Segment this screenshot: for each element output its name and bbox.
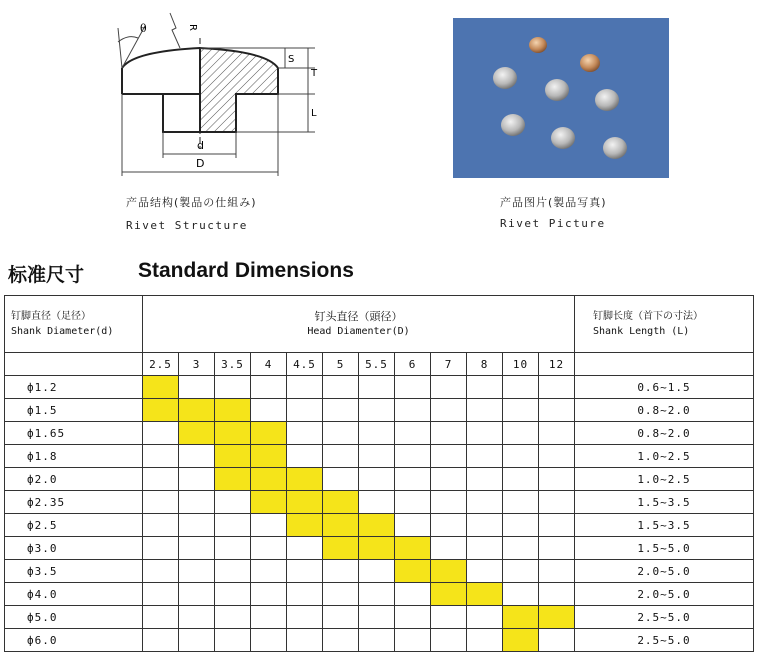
shank-length-cell: 0.8~2.0 bbox=[575, 422, 754, 445]
unavailable-cell bbox=[359, 606, 395, 629]
unavailable-cell bbox=[323, 445, 359, 468]
unavailable-cell bbox=[467, 537, 503, 560]
unavailable-cell bbox=[179, 468, 215, 491]
unavailable-cell bbox=[359, 399, 395, 422]
available-cell bbox=[143, 399, 179, 422]
unavailable-cell bbox=[395, 422, 431, 445]
available-cell bbox=[323, 514, 359, 537]
unavailable-cell bbox=[323, 606, 359, 629]
available-cell bbox=[395, 537, 431, 560]
unavailable-cell bbox=[467, 629, 503, 652]
shank-diameter-cell: ф4.0 bbox=[5, 583, 143, 606]
shank-length-cell: 2.0~5.0 bbox=[575, 560, 754, 583]
available-cell bbox=[503, 606, 539, 629]
unavailable-cell bbox=[539, 468, 575, 491]
available-cell bbox=[287, 468, 323, 491]
available-cell bbox=[179, 399, 215, 422]
unavailable-cell bbox=[143, 468, 179, 491]
head-diameter-header bbox=[143, 296, 575, 353]
unavailable-cell bbox=[179, 445, 215, 468]
shank-length-cell: 2.5~5.0 bbox=[575, 629, 754, 652]
unavailable-cell bbox=[251, 376, 287, 399]
head-size-cell: 12 bbox=[539, 353, 575, 376]
unavailable-cell bbox=[287, 629, 323, 652]
head-size-cell: 3.5 bbox=[215, 353, 251, 376]
label-theta: θ bbox=[140, 22, 147, 35]
unavailable-cell bbox=[431, 629, 467, 652]
unavailable-cell bbox=[143, 606, 179, 629]
head-diameter-header-en: Head Diamenter(D) bbox=[307, 326, 410, 337]
shank-length-cell: 1.5~3.5 bbox=[575, 514, 754, 537]
head-size-cell: 3 bbox=[179, 353, 215, 376]
unavailable-cell bbox=[287, 606, 323, 629]
shank-diameter-cell: ф1.5 bbox=[5, 399, 143, 422]
shank-length-cell: 1.5~5.0 bbox=[575, 537, 754, 560]
head-size-cell: 4 bbox=[251, 353, 287, 376]
unavailable-cell bbox=[143, 491, 179, 514]
shank-length-cell: 2.0~5.0 bbox=[575, 583, 754, 606]
label-l: L bbox=[311, 108, 317, 119]
unavailable-cell bbox=[539, 514, 575, 537]
available-cell bbox=[287, 491, 323, 514]
unavailable-cell bbox=[503, 537, 539, 560]
available-cell bbox=[539, 606, 575, 629]
unavailable-cell bbox=[395, 468, 431, 491]
unavailable-cell bbox=[323, 468, 359, 491]
unavailable-cell bbox=[359, 468, 395, 491]
unavailable-cell bbox=[539, 491, 575, 514]
table-row bbox=[5, 629, 754, 652]
unavailable-cell bbox=[179, 560, 215, 583]
unavailable-cell bbox=[539, 629, 575, 652]
available-cell bbox=[323, 537, 359, 560]
available-cell bbox=[215, 445, 251, 468]
unavailable-cell bbox=[215, 514, 251, 537]
unavailable-cell bbox=[539, 376, 575, 399]
shank-length-cell: 0.8~2.0 bbox=[575, 399, 754, 422]
unavailable-cell bbox=[179, 514, 215, 537]
unavailable-cell bbox=[503, 422, 539, 445]
available-cell bbox=[143, 376, 179, 399]
shank-length-cell: 1.5~3.5 bbox=[575, 491, 754, 514]
unavailable-cell bbox=[503, 399, 539, 422]
unavailable-cell bbox=[431, 376, 467, 399]
unavailable-cell bbox=[359, 376, 395, 399]
unavailable-cell bbox=[503, 491, 539, 514]
shank-diameter-header bbox=[5, 296, 143, 353]
table-row bbox=[5, 606, 754, 629]
unavailable-cell bbox=[251, 583, 287, 606]
unavailable-cell bbox=[395, 376, 431, 399]
unavailable-cell bbox=[539, 399, 575, 422]
unavailable-cell bbox=[287, 445, 323, 468]
unavailable-cell bbox=[467, 491, 503, 514]
available-cell bbox=[215, 422, 251, 445]
dimensions-table bbox=[4, 295, 754, 652]
unavailable-cell bbox=[179, 629, 215, 652]
label-r: R bbox=[187, 24, 198, 31]
table-row bbox=[5, 399, 754, 422]
unavailable-cell bbox=[431, 537, 467, 560]
unavailable-cell bbox=[323, 629, 359, 652]
shank-diameter-header-cn: 钉脚直径（足径） bbox=[11, 311, 91, 322]
unavailable-cell bbox=[287, 560, 323, 583]
unavailable-cell bbox=[143, 560, 179, 583]
label-t: T bbox=[311, 68, 318, 79]
available-cell bbox=[431, 583, 467, 606]
unavailable-cell bbox=[539, 560, 575, 583]
unavailable-cell bbox=[179, 376, 215, 399]
table-row bbox=[5, 560, 754, 583]
unavailable-cell bbox=[323, 560, 359, 583]
head-size-cell: 8 bbox=[467, 353, 503, 376]
unavailable-cell bbox=[503, 514, 539, 537]
shank-diameter-cell: ф3.0 bbox=[5, 537, 143, 560]
available-cell bbox=[215, 468, 251, 491]
unavailable-cell bbox=[215, 376, 251, 399]
shank-diameter-cell: ф2.35 bbox=[5, 491, 143, 514]
shank-length-cell: 2.5~5.0 bbox=[575, 606, 754, 629]
unavailable-cell bbox=[395, 583, 431, 606]
shank-length-header-cn: 钉脚长度（首下の寸法） bbox=[593, 311, 703, 322]
unavailable-cell bbox=[287, 422, 323, 445]
unavailable-cell bbox=[251, 537, 287, 560]
unavailable-cell bbox=[539, 583, 575, 606]
unavailable-cell bbox=[431, 606, 467, 629]
available-cell bbox=[431, 560, 467, 583]
unavailable-cell bbox=[431, 514, 467, 537]
unavailable-cell bbox=[467, 606, 503, 629]
unavailable-cell bbox=[503, 445, 539, 468]
unavailable-cell bbox=[251, 560, 287, 583]
rivet-photo bbox=[453, 18, 669, 178]
unavailable-cell bbox=[395, 491, 431, 514]
label-d-large: D bbox=[196, 157, 205, 170]
unavailable-cell bbox=[179, 606, 215, 629]
section-title-cn: 标准尺寸 bbox=[8, 264, 85, 286]
unavailable-cell bbox=[503, 376, 539, 399]
table-row bbox=[5, 537, 754, 560]
unavailable-cell bbox=[323, 399, 359, 422]
available-cell bbox=[395, 560, 431, 583]
unavailable-cell bbox=[179, 537, 215, 560]
unavailable-cell bbox=[143, 422, 179, 445]
unavailable-cell bbox=[467, 468, 503, 491]
unavailable-cell bbox=[539, 445, 575, 468]
available-cell bbox=[287, 514, 323, 537]
head-diameter-header-cn: 钉头直径（頭径） bbox=[314, 310, 403, 323]
unavailable-cell bbox=[215, 537, 251, 560]
table-row bbox=[5, 376, 754, 399]
shank-length-header bbox=[575, 296, 754, 353]
caption-picture-cn: 产品图片(製品写真) bbox=[500, 196, 607, 209]
unavailable-cell bbox=[359, 491, 395, 514]
shank-diameter-header-en: Shank Diameter(d) bbox=[11, 326, 114, 337]
shank-length-cell: 0.6~1.5 bbox=[575, 376, 754, 399]
label-d-small: d bbox=[197, 139, 204, 152]
unavailable-cell bbox=[215, 629, 251, 652]
unavailable-cell bbox=[179, 491, 215, 514]
shank-length-header-en: Shank Length (L) bbox=[593, 326, 690, 337]
unavailable-cell bbox=[359, 422, 395, 445]
head-size-cell: 5.5 bbox=[359, 353, 395, 376]
unavailable-cell bbox=[467, 422, 503, 445]
table-row bbox=[5, 491, 754, 514]
shank-diameter-cell: ф1.8 bbox=[5, 445, 143, 468]
available-cell bbox=[179, 422, 215, 445]
unavailable-cell bbox=[467, 376, 503, 399]
head-size-row bbox=[5, 353, 754, 376]
unavailable-cell bbox=[359, 560, 395, 583]
head-size-cell: 2.5 bbox=[143, 353, 179, 376]
table-row bbox=[5, 445, 754, 468]
unavailable-cell bbox=[395, 606, 431, 629]
head-size-cell: 7 bbox=[431, 353, 467, 376]
unavailable-cell bbox=[431, 399, 467, 422]
unavailable-cell bbox=[503, 583, 539, 606]
unavailable-cell bbox=[143, 445, 179, 468]
unavailable-cell bbox=[431, 468, 467, 491]
unavailable-cell bbox=[287, 537, 323, 560]
available-cell bbox=[251, 445, 287, 468]
available-cell bbox=[359, 537, 395, 560]
unavailable-cell bbox=[287, 376, 323, 399]
unavailable-cell bbox=[395, 629, 431, 652]
table-row bbox=[5, 583, 754, 606]
unavailable-cell bbox=[251, 514, 287, 537]
unavailable-cell bbox=[323, 583, 359, 606]
unavailable-cell bbox=[503, 468, 539, 491]
table-row bbox=[5, 468, 754, 491]
unavailable-cell bbox=[251, 399, 287, 422]
unavailable-cell bbox=[431, 491, 467, 514]
unavailable-cell bbox=[467, 560, 503, 583]
shank-diameter-cell: ф1.2 bbox=[5, 376, 143, 399]
unavailable-cell bbox=[359, 583, 395, 606]
unavailable-cell bbox=[143, 537, 179, 560]
rivet-structure-diagram bbox=[100, 8, 340, 188]
head-size-cell: 10 bbox=[503, 353, 539, 376]
label-s: S bbox=[288, 54, 295, 65]
unavailable-cell bbox=[143, 629, 179, 652]
caption-structure-en: Rivet Structure bbox=[126, 219, 248, 232]
head-size-cell: 6 bbox=[395, 353, 431, 376]
unavailable-cell bbox=[251, 629, 287, 652]
unavailable-cell bbox=[359, 445, 395, 468]
shank-diameter-cell: ф5.0 bbox=[5, 606, 143, 629]
unavailable-cell bbox=[179, 583, 215, 606]
unavailable-cell bbox=[395, 445, 431, 468]
shank-length-cell: 1.0~2.5 bbox=[575, 445, 754, 468]
available-cell bbox=[251, 468, 287, 491]
unavailable-cell bbox=[251, 606, 287, 629]
table-row bbox=[5, 422, 754, 445]
unavailable-cell bbox=[215, 560, 251, 583]
unavailable-cell bbox=[467, 514, 503, 537]
unavailable-cell bbox=[503, 560, 539, 583]
empty-cell bbox=[5, 353, 143, 376]
available-cell bbox=[251, 422, 287, 445]
unavailable-cell bbox=[539, 422, 575, 445]
caption-structure-cn: 产品结构(製品の仕組み) bbox=[126, 196, 257, 209]
shank-length-cell: 1.0~2.5 bbox=[575, 468, 754, 491]
unavailable-cell bbox=[143, 514, 179, 537]
shank-diameter-cell: ф2.5 bbox=[5, 514, 143, 537]
available-cell bbox=[467, 583, 503, 606]
available-cell bbox=[323, 491, 359, 514]
available-cell bbox=[215, 399, 251, 422]
unavailable-cell bbox=[323, 422, 359, 445]
available-cell bbox=[251, 491, 287, 514]
unavailable-cell bbox=[431, 422, 467, 445]
unavailable-cell bbox=[215, 491, 251, 514]
shank-diameter-cell: ф1.65 bbox=[5, 422, 143, 445]
unavailable-cell bbox=[395, 399, 431, 422]
unavailable-cell bbox=[431, 445, 467, 468]
section-title-en: Standard Dimensions bbox=[138, 259, 354, 282]
caption-picture-en: Rivet Picture bbox=[500, 217, 606, 230]
unavailable-cell bbox=[215, 606, 251, 629]
unavailable-cell bbox=[467, 399, 503, 422]
unavailable-cell bbox=[323, 376, 359, 399]
unavailable-cell bbox=[143, 583, 179, 606]
shank-diameter-cell: ф3.5 bbox=[5, 560, 143, 583]
unavailable-cell bbox=[395, 514, 431, 537]
head-size-cell: 4.5 bbox=[287, 353, 323, 376]
unavailable-cell bbox=[467, 445, 503, 468]
empty-cell bbox=[575, 353, 754, 376]
table-row bbox=[5, 514, 754, 537]
unavailable-cell bbox=[215, 583, 251, 606]
available-cell bbox=[503, 629, 539, 652]
shank-diameter-cell: ф6.0 bbox=[5, 629, 143, 652]
unavailable-cell bbox=[539, 537, 575, 560]
unavailable-cell bbox=[359, 629, 395, 652]
shank-diameter-cell: ф2.0 bbox=[5, 468, 143, 491]
head-size-cell: 5 bbox=[323, 353, 359, 376]
unavailable-cell bbox=[287, 583, 323, 606]
unavailable-cell bbox=[287, 399, 323, 422]
available-cell bbox=[359, 514, 395, 537]
